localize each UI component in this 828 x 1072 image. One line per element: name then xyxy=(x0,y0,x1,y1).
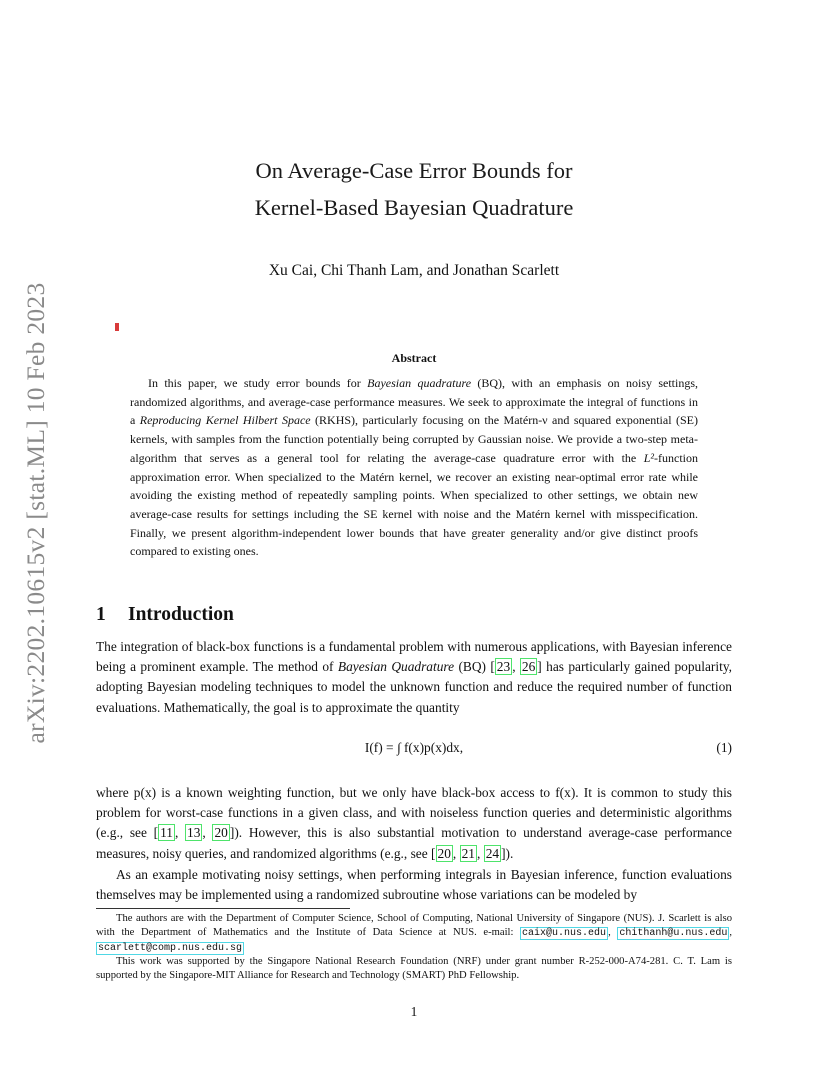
authors: Xu Cai, Chi Thanh Lam, and Jonathan Scarlett xyxy=(268,262,560,279)
citation-link[interactable]: 20 xyxy=(214,825,228,841)
intro-paragraph-1: The integration of black-box functions is a fundamental problem with numerous applications, with Bayesian inference being a prominent example. The method of Bayesian Quadrature (BQ) [ 23 , 26 ] has particularly gained popularity, adopting Bayesian modeling techniques to model the unknown function and reduce the required number of function evaluations. Mathematically, the goal is to approximate the quantity xyxy=(96,639,732,715)
paper-title xyxy=(0,152,828,226)
intro-paragraph-3 xyxy=(96,865,732,905)
body-emphasis: Bayesian Quadrature xyxy=(337,659,455,675)
email-link[interactable]: caix@u.nus.edu xyxy=(522,927,607,939)
citation-link[interactable]: 21 xyxy=(461,845,475,861)
footnote-rule xyxy=(96,908,350,909)
section-number: 1 xyxy=(96,604,106,625)
citation-link[interactable]: 24 xyxy=(485,845,500,861)
abstract-text: (BQ), with an emphasis on noisy settings, randomized algorithms, and average-case performance measures. We seek to approximate the integral of functions in a xyxy=(130,376,698,428)
footnote-text: This work was supported by the Singapore National Research Foundation (NRF) under grant number R-252-000-A74-281. C. T. Lam is supported by the Singapore-MIT Alliance for Research and Technology (SMART) PhD Fellowship. xyxy=(96,956,732,982)
body-text: ]). However, this is also substantial motivation to understand average-case performance measures, noisy queries, and randomized algorithms (e.g., see [ xyxy=(96,825,732,861)
abstract-text: -function approximation error. When specialized to the Matérn kernel, we recover an existing near-optimal error rate while avoiding the existing method of repeatedly sampling points. When specialized to other settings, we obtain new average-case results for settings including the SE kernel with noise and the Matérn kernel with misspecification. Finally, we present algorithm-independent lower bounds that have greater generality and/or give distinct proofs compared to existing ones. xyxy=(130,450,698,559)
email-link[interactable]: scarlett@comp.nus.edu.sg xyxy=(98,942,243,954)
footnote: The authors are with the Department of Computer Science, School of Computing, National University of Singapore (NUS). J. Scarlett is also with the Department of Mathematics and the Institute of Data Science at NUS. e-mail: caix@u.nus.edu , chithanh@u.nus.edu , scarlett@comp.nus.edu.sg This work was supported by the Singapore National Research Foundation (NRF) under grant number R-252-000-A74-281. C. T. Lam is supported by the Singapore-MIT Alliance for Research and Technology (SMART) PhD Fellowship. xyxy=(96,913,733,982)
page-number: 1 xyxy=(410,1004,418,1019)
title-line-2: Kernel-Based Bayesian Quadrature xyxy=(254,195,574,220)
body-text: As an example motivating noisy settings, when performing integrals in Bayesian inference, function evaluations themselves may be implemented using a randomized subroutine whose variations can be modeled by xyxy=(96,867,732,903)
section-title: Introduction xyxy=(128,604,234,625)
abstract-body xyxy=(130,374,698,561)
abstract-heading: Abstract xyxy=(391,351,437,365)
abstract-text: (RKHS), particularly focusing on the Matérn-ν and squared exponential (SE) kernels, with samples from the function potentially being corrupted by Gaussian noise. We provide a two-step meta-algorithm that serves as a general tool for relating the average-case quadrature error with the xyxy=(130,413,698,465)
equation-1 xyxy=(96,740,732,756)
abstract-text: In this paper, we study error bounds for xyxy=(148,376,368,390)
citation-link[interactable]: 23 xyxy=(496,659,511,675)
citation-link[interactable]: 20 xyxy=(437,845,451,861)
equation-body: I(f) = ∫ f(x)p(x)dx, xyxy=(364,740,464,755)
abstract-math: L² xyxy=(643,450,654,465)
citation-link[interactable]: 26 xyxy=(521,659,536,675)
arxiv-stamp-text: arXiv:2202.10615v2 [stat.ML] 10 Feb 2023 xyxy=(21,282,50,744)
body-text: The integration of black-box functions is a fundamental problem with numerous applications, with Bayesian inference being a prominent example. The method of xyxy=(96,639,732,675)
citation-link[interactable]: 11 xyxy=(160,825,173,841)
email-link[interactable]: chithanh@u.nus.edu xyxy=(619,927,728,939)
body-text: where p(x) is a known weighting function, but we only have black-box access to f(x). It is common to study this problem for worst-case functions in a given class, and with noiseless function queries and deterministic algorithms (e.g., see [ xyxy=(96,785,732,841)
title-line-1: On Average-Case Error Bounds for xyxy=(255,158,573,183)
body-text: ]). xyxy=(501,845,514,861)
equation-number: (1) xyxy=(716,740,732,755)
body-text: ] has particularly gained popularity, adopting Bayesian modeling techniques to model the unknown function and reduce the required number of function evaluations. Mathematically, the goal is to approximate the quantity xyxy=(96,659,732,715)
abstract-emphasis: Bayesian quadrature xyxy=(367,376,472,390)
abstract-emphasis: Reproducing Kernel Hilbert Space xyxy=(139,413,311,428)
body-text: (BQ) [ xyxy=(454,659,495,675)
section-heading xyxy=(96,604,234,626)
intro-paragraph-2: where p(x) is a known weighting function, but we only have black-box access to f(x). It is common to study this problem for worst-case functions in a given class, and with noiseless function queries and deterministic algorithms (e.g., see [ 11 , 13 , 20 ]). However, this is also substantial motivation to understand average-case performance measures, noisy queries, and randomized algorithms (e.g., see [ 20 , 21 , 24 ]). xyxy=(96,785,732,861)
citation-link[interactable]: 13 xyxy=(187,825,201,841)
footnote-text: The authors are with the Department of Computer Science, School of Computing, National University of Singapore (NUS). J. Scarlett is also with the Department of Mathematics and the Institute of Data Science at NUS. e-mail: xyxy=(96,913,732,938)
annotation-marker xyxy=(115,323,119,331)
